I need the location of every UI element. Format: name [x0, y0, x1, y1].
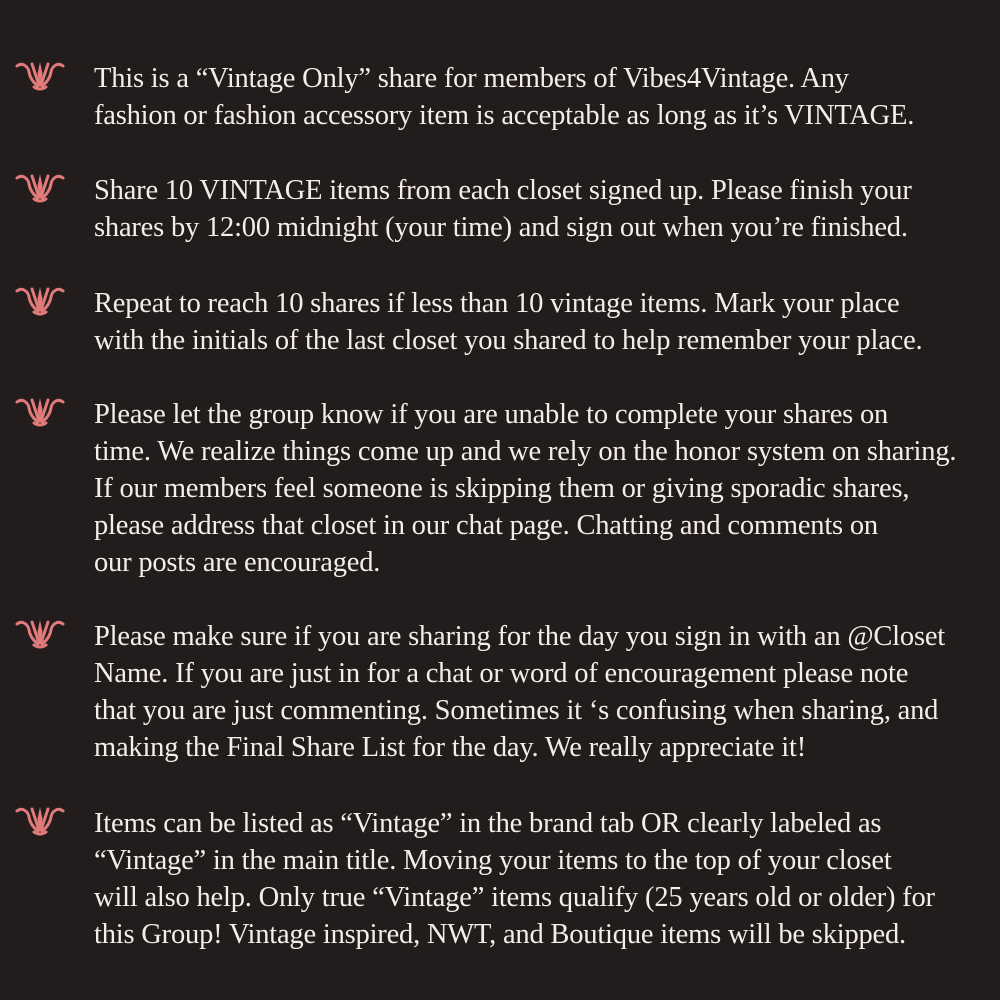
- rule-text-2: [94, 172, 984, 246]
- rule-line: Repeat to reach 10 shares if less than 10 vintage items. Mark your place: [94, 288, 900, 319]
- rule-text-5: [94, 618, 984, 766]
- rule-line: please address that closet in our chat page. Chatting and comments on: [94, 510, 878, 541]
- rule-line: that you are just commenting. Sometimes it ‘s confusing when sharing, and: [94, 695, 939, 726]
- rule-line: will also help. Only true “Vintage” items qualify (25 years old or older) for: [94, 882, 935, 913]
- rule-line: If our members feel someone is skipping them or giving sporadic shares,: [94, 473, 910, 504]
- rule-line: Items can be listed as “Vintage” in the brand tab OR clearly labeled as: [94, 808, 882, 839]
- rule-line: Name. If you are just in for a chat or word of encouragement please note: [94, 658, 909, 689]
- tulip-flourish-icon: [14, 618, 66, 650]
- rule-line: this Group! Vintage inspired, NWT, and Boutique items will be skipped.: [94, 919, 906, 950]
- rule-line: with the initials of the last closet you shared to help remember your place.: [94, 325, 923, 356]
- rule-text-6: [94, 805, 984, 953]
- rule-line: Please make sure if you are sharing for the day you sign in with an @Closet: [94, 621, 946, 652]
- rule-line: Please let the group know if you are unable to complete your shares on: [94, 399, 889, 430]
- rule-text-3: [94, 285, 984, 359]
- rule-line: Share 10 VINTAGE items from each closet signed up. Please finish your: [94, 175, 912, 206]
- tulip-flourish-icon: [14, 805, 66, 837]
- rule-text-1: [94, 60, 984, 134]
- tulip-flourish-icon: [14, 396, 66, 428]
- rule-line: This is a “Vintage Only” share for members of Vibes4Vintage. Any: [94, 63, 849, 94]
- rule-line: making the Final Share List for the day. We really appreciate it!: [94, 732, 806, 763]
- rule-line: fashion or fashion accessory item is acceptable as long as it’s VINTAGE.: [94, 100, 915, 131]
- rule-line: shares by 12:00 midnight (your time) and sign out when you’re finished.: [94, 212, 908, 243]
- rule-line: our posts are encouraged.: [94, 547, 381, 578]
- tulip-flourish-icon: [14, 60, 66, 92]
- tulip-flourish-icon: [14, 285, 66, 317]
- tulip-flourish-icon: [14, 172, 66, 204]
- rule-text-4: [94, 396, 984, 581]
- rule-line: time. We realize things come up and we rely on the honor system on sharing.: [94, 436, 957, 467]
- rule-line: “Vintage” in the main title. Moving your items to the top of your closet: [94, 845, 892, 876]
